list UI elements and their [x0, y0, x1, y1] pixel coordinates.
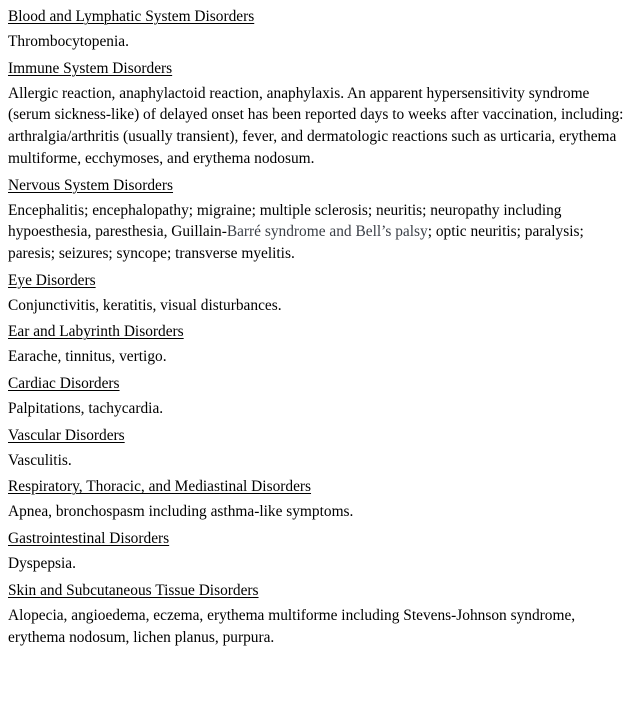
heading-ear-labyrinth: Ear and Labyrinth Disorders — [8, 323, 184, 341]
text-skin-subcutaneous: Alopecia, angioedema, eczema, erythema multiforme including Stevens-Johnson syndrome, erythema nodosum, lichen planus, purpura. — [8, 606, 576, 646]
text-vascular: Vasculitis. — [8, 451, 72, 469]
text-nervous-system-part-a: Encephalitis; encephalopathy; migraine; multiple sclerosis; neuritis; neuropathy including hypoesthesia, paresthesia, Guillain- — [8, 201, 562, 241]
text-respiratory: Apnea, bronchospasm including asthma-like symptoms. — [8, 503, 354, 521]
text-eye: Conjunctivitis, keratitis, visual disturbances. — [8, 296, 282, 314]
heading-gastrointestinal: Gastrointestinal Disorders — [8, 530, 170, 548]
text-blood-lymphatic: Thrombocytopenia. — [8, 33, 129, 50]
heading-skin-subcutaneous: Skin and Subcutaneous Tissue Disorders — [8, 581, 259, 599]
text-nervous-system-part-c: ; optic neuritis; paralysis; paresis; seizures; syncope; transverse myelitis. — [8, 223, 584, 262]
adverse-reactions-document — [8, 6, 624, 653]
text-immune-system: Allergic reaction, anaphylactoid reaction, anaphylaxis. An apparent hypersensitivity syndrome (serum sickness-like) of delayed onset has been reported days to weeks after vaccination, including: arthralgia/arthritis (usually transient), fever, and dermatologic reactions such as urticaria, erythema multiforme, ecchymoses, and erythema nodosum. — [8, 84, 624, 167]
heading-nervous-system: Nervous System Disorders — [8, 176, 174, 194]
text-gastrointestinal: Dyspepsia. — [8, 555, 76, 573]
heading-cardiac: Cardiac Disorders — [8, 375, 120, 393]
heading-vascular: Vascular Disorders — [8, 426, 125, 444]
heading-blood-lymphatic: Blood and Lymphatic System Disorders — [8, 8, 255, 25]
heading-immune-system: Immune System Disorders — [8, 59, 173, 77]
text-cardiac: Palpitations, tachycardia. — [8, 400, 164, 418]
heading-eye: Eye Disorders — [8, 271, 96, 289]
text-nervous-system-part-b: Barré syndrome and Bell’s palsy — [226, 223, 428, 241]
heading-respiratory: Respiratory, Thoracic, and Mediastinal Disorders — [8, 478, 312, 496]
text-ear-labyrinth: Earache, tinnitus, vertigo. — [8, 348, 167, 366]
text-nervous-system — [8, 200, 624, 265]
